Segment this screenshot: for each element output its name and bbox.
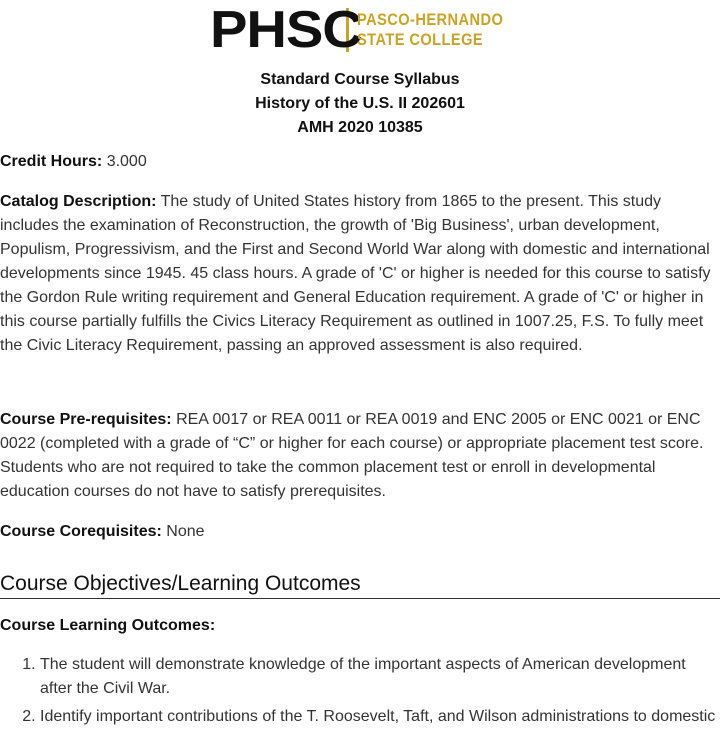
corequisites-label: Course Corequisites: xyxy=(0,523,162,540)
objectives-section-title: Course Objectives/Learning Outcomes xyxy=(0,570,720,599)
learning-outcomes-label: Course Learning Outcomes: xyxy=(0,617,216,634)
list-item: 1. The student will demonstrate knowledge of the important aspects of American development after the Civil War. xyxy=(40,653,720,701)
logo-mark: PHSC xyxy=(210,1,362,59)
course-prerequisites xyxy=(0,408,720,504)
corequisites-value: None xyxy=(166,523,205,540)
syllabus-title: Standard Course Syllabus xyxy=(260,71,460,88)
prerequisites-label: Course Pre-requisites: xyxy=(0,411,172,428)
credit-hours-label: Credit Hours: xyxy=(0,153,103,170)
credit-hours xyxy=(0,150,720,174)
catalog-description xyxy=(0,190,720,358)
learning-outcomes-list xyxy=(0,653,720,733)
logo-line-2: STATE COLLEGE xyxy=(357,30,484,49)
logo-wordmark xyxy=(357,10,503,50)
catalog-description-label: Catalog Description: xyxy=(0,193,157,210)
course-name: History of the U.S. II 202601 xyxy=(255,95,465,112)
credit-hours-value: 3.000 xyxy=(106,153,147,170)
list-item: 2. Identify important contributions of the T. Roosevelt, Taft, and Wilson administrations to domestic xyxy=(40,705,720,729)
college-logo xyxy=(210,1,527,59)
course-code: AMH 2020 10385 xyxy=(297,119,423,136)
logo-line-1: PASCO-HERNANDO xyxy=(357,10,504,29)
prerequisites-text: REA 0017 or REA 0011 or REA 0019 and ENC 2005 or ENC 0021 or ENC 0022 (completed with a grade of “C” or higher for each course) or appropriate placement test score. Students who are not required to take the common placement test or enroll in developmental education courses do not have to satisfy prerequisites. xyxy=(0,411,704,500)
course-corequisites xyxy=(0,520,720,544)
catalog-description-text: The study of United States history from 1865 to the present. This study includes the examination of Reconstruction, the growth of 'Big Business', urban development, Populism, Progressivism, and the First and Second World War along with domestic and international developments since 1945. 45 class hours. A grade of 'C' or higher is needed for this course to satisfy the Gordon Rule writing requirement and General Education requirement. A grade of 'C' or higher in this course partially fulfills the Civics Literacy Requirement as outlined in 1007.25, F.S. To fully meet the Civic Literacy Requirement, passing an approved assessment is also required. xyxy=(0,193,711,354)
